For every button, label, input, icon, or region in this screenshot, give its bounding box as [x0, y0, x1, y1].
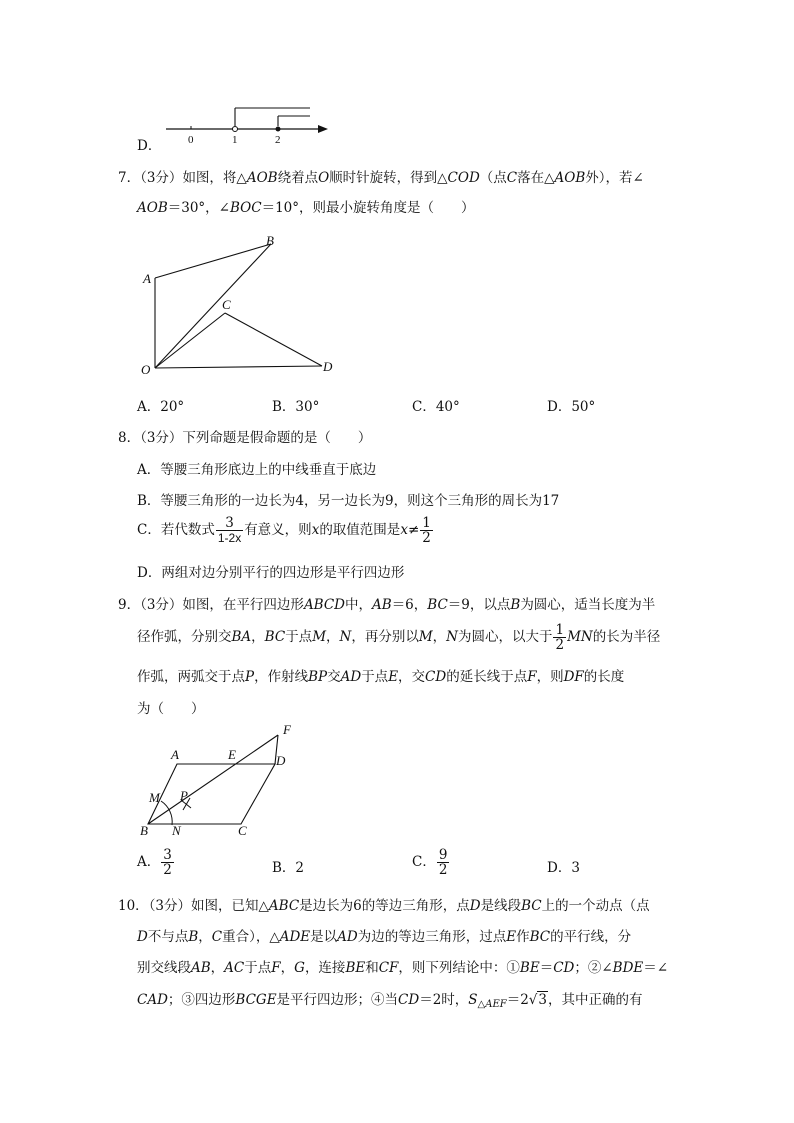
q10-line1	[118, 894, 650, 914]
frac-denominator: 2	[438, 862, 448, 878]
q9-math: N	[339, 629, 352, 645]
q9-option-b[interactable]: B．2	[272, 860, 305, 876]
q9-text: 于点	[361, 669, 389, 685]
q8-option-c[interactable]	[137, 516, 434, 545]
label-D: D	[276, 753, 286, 768]
q7-option-c[interactable]: C．40°	[412, 399, 460, 415]
q9-math: P	[245, 669, 255, 685]
segment-OD	[155, 366, 322, 368]
q9-text: ，交	[398, 669, 426, 685]
q10-text: ＝2	[506, 992, 529, 1008]
q10-line3	[137, 956, 668, 976]
q9-line4: 为（ ）	[137, 701, 205, 717]
area-symbol: S	[468, 992, 478, 1008]
number-line-arrow	[318, 125, 328, 133]
q8-stem	[118, 426, 371, 446]
q9-math: AB	[372, 597, 392, 613]
label-B: B	[140, 823, 148, 838]
q9-text: ，作射线	[254, 669, 309, 685]
frac-denominator: 2	[422, 530, 431, 546]
q10-math: AC	[224, 960, 245, 976]
q10-text: ，其中正确的有	[548, 992, 643, 1008]
q10-text: ，	[198, 929, 212, 945]
not-equal-sign: ≠	[407, 522, 420, 538]
label-O: O	[141, 362, 151, 377]
q10-text: 是边长为6的等边三角形，点	[299, 898, 470, 914]
arc-MN	[161, 801, 172, 825]
label-P: P	[180, 788, 188, 803]
q9-text: 的延长线于点	[446, 669, 528, 685]
q8-option-d[interactable]: D．两组对边分别平行的四边形是平行四边形	[137, 565, 405, 581]
q10-number: 10．	[118, 898, 149, 914]
q9-text: 交	[327, 669, 341, 685]
q10-text: 为边的等边三角形，过点	[357, 929, 507, 945]
q9-math: BP	[308, 669, 328, 685]
q10-text: （3分）如图，已知△	[148, 898, 269, 914]
fraction-9-over-2	[437, 848, 450, 877]
q10-line4	[137, 988, 643, 1010]
q8c-text: 有意义，则	[244, 522, 312, 538]
open-circle-1	[233, 127, 238, 132]
q9-text: 径作弧，分别交	[137, 629, 232, 645]
q10-math: ADE	[279, 929, 311, 945]
q10-text: 上的一个动点（点	[541, 898, 650, 914]
q9-math: M	[312, 629, 327, 645]
q10-math: E	[506, 929, 517, 945]
q9-text: 的长为半径	[592, 629, 661, 645]
q9-math: AD	[340, 669, 362, 685]
q10-math: AB	[191, 960, 211, 976]
q10-text: 不与点	[147, 929, 189, 945]
q10-math: BC	[521, 898, 542, 914]
q10-line2	[137, 925, 631, 945]
q9-option-d[interactable]: D．3	[547, 860, 580, 876]
q10-text: 是线段	[480, 898, 522, 914]
label-E: E	[228, 747, 236, 762]
q7-line2	[137, 196, 475, 216]
q7-text: （点	[479, 170, 507, 186]
label-B: B	[266, 233, 274, 248]
number-line-figure	[160, 100, 340, 150]
q9-text: 作弧，两弧交于点	[137, 669, 245, 685]
option-label: C．	[412, 854, 436, 870]
q7-text: 落在△	[517, 170, 555, 186]
q7-option-b[interactable]: B．30°	[272, 399, 320, 415]
q10-text: ，则下列结论中：①	[398, 960, 520, 976]
label-C: C	[238, 823, 247, 838]
fraction-1-over-2	[553, 623, 566, 652]
q10-math: CF	[378, 960, 399, 976]
frac-denominator: 2	[555, 637, 565, 653]
q9-text: ＝9，以点	[447, 597, 511, 613]
q9-math: M	[418, 629, 433, 645]
q10-text: ＝2时，	[419, 992, 469, 1008]
q9-figure	[135, 722, 305, 842]
q10-math: BDE	[612, 960, 644, 976]
segment-AB	[155, 244, 271, 278]
q10-math: BE	[519, 960, 540, 976]
q9-text: 于点	[285, 629, 313, 645]
q10-text: 是以	[310, 929, 338, 945]
q8c-math: x	[311, 522, 320, 538]
q7-text: 如图，将△	[182, 170, 247, 186]
label-C: C	[222, 297, 231, 312]
frac-denominator: 1-2x	[217, 531, 242, 545]
frac-numerator: 9	[438, 847, 448, 863]
q10-text: 是平行四边形；④当	[276, 992, 399, 1008]
q7-text: ＝10°，则最小旋转角度是（ ）	[261, 200, 475, 216]
q9-text: ，	[326, 629, 340, 645]
filled-circle-2	[276, 127, 281, 132]
label-A: A	[143, 271, 151, 286]
fraction-3-over-2	[161, 848, 174, 877]
q10-text: 重合），△	[222, 929, 280, 945]
q10-math: C	[211, 929, 223, 945]
sqrt-sign: √	[528, 992, 538, 1008]
q9-math: N	[446, 629, 458, 645]
q10-math: ABC	[268, 898, 300, 914]
q8c-text: 的取值范围是	[319, 522, 401, 538]
q9-text: 为圆心，以大于	[457, 629, 553, 645]
q10-text: ，连接	[304, 960, 346, 976]
sqrt-radicand: 3	[538, 992, 547, 1008]
q10-math: D	[469, 898, 481, 914]
q10-text: ，	[210, 960, 225, 976]
q7-text: 顺时针旋转，得到△	[329, 170, 448, 186]
axis-label-1: 1	[232, 134, 238, 146]
q9-math: F	[527, 669, 537, 685]
q7-text: 绕着点	[277, 170, 319, 186]
q7-math: AOB	[137, 200, 168, 216]
q9-line3	[137, 665, 624, 685]
q7-option-d[interactable]: D．50°	[547, 399, 596, 415]
q9-math: CD	[425, 669, 447, 685]
label-D: D	[323, 359, 333, 374]
q7-math: C	[506, 170, 518, 186]
q9-math: BC	[427, 597, 448, 613]
q10-math: AD	[337, 929, 358, 945]
segment-OB	[155, 244, 271, 368]
frac-numerator: 1	[422, 515, 431, 531]
q9-text: ＝6，	[391, 597, 428, 613]
parallelogram-ABCD	[148, 764, 275, 824]
segment-CD	[225, 313, 322, 366]
q9-text: ，	[251, 629, 265, 645]
q9-text: 中，	[345, 597, 373, 613]
q9-line2	[137, 623, 660, 652]
q10-text: ＝	[539, 960, 554, 976]
q6-option-d-label[interactable]: D．	[137, 138, 162, 154]
q9-math: MN	[567, 629, 593, 645]
q9-math: DF	[563, 669, 584, 685]
area-subscript: △AEF	[477, 999, 507, 1010]
q10-math: CD	[398, 992, 420, 1008]
q7-number: 7．	[118, 170, 141, 186]
q7-math: AOB	[554, 170, 586, 186]
q10-text: ＝∠	[643, 960, 669, 976]
q10-math: D	[137, 929, 148, 945]
frac-denominator: 2	[163, 862, 172, 878]
q7-math: BOC	[230, 200, 262, 216]
q9-text: ，则	[536, 669, 564, 685]
q7-text: 外），若∠	[585, 170, 644, 186]
q10-math: BC	[529, 929, 551, 945]
q10-math: CD	[553, 960, 575, 976]
axis-label-2: 2	[275, 134, 281, 146]
q9-math: E	[388, 669, 399, 685]
q10-text: 作	[516, 929, 530, 945]
q10-math: B	[188, 929, 199, 945]
q7-figure	[135, 230, 345, 380]
q10-text: 和	[365, 960, 379, 976]
frac-numerator: 1	[555, 622, 565, 638]
q10-math: BCGE	[235, 992, 277, 1008]
q10-math: CAD	[137, 992, 168, 1008]
q9-math: ABCD	[303, 597, 346, 613]
q10-text: 的平行线，分	[550, 929, 632, 945]
q8c-text: C．若代数式	[137, 522, 215, 538]
q7-math: AOB	[246, 170, 278, 186]
frac-numerator: 3	[216, 516, 243, 531]
q8c-math: x	[400, 522, 408, 538]
q7-math: COD	[447, 170, 480, 186]
q9-math: BA	[231, 629, 252, 645]
segment-OC	[155, 313, 225, 368]
option-label: A．	[137, 854, 161, 870]
q9-text: 的长度	[583, 669, 625, 685]
frac-numerator: 3	[163, 847, 172, 863]
label-A: A	[171, 747, 179, 762]
label-N: N	[172, 823, 181, 838]
ray-BP	[148, 735, 278, 824]
q10-text: 于点	[244, 960, 272, 976]
q10-text: ；②∠	[574, 960, 613, 976]
q10-text: ，	[280, 960, 295, 976]
q9-number: 9．	[118, 597, 141, 613]
axis-label-0: 0	[188, 134, 194, 146]
label-M: M	[149, 790, 160, 805]
q9-math: BC	[264, 629, 286, 645]
q9-option-a[interactable]	[137, 848, 175, 877]
fraction-1-over-2	[420, 516, 433, 545]
q9-line1	[118, 593, 655, 613]
q9-text: ，	[432, 629, 447, 645]
q9-math: B	[510, 597, 521, 613]
q10-math: BE	[345, 960, 366, 976]
q8-number: 8．	[118, 430, 141, 446]
q9-text: 为圆心，适当长度为半	[520, 597, 656, 613]
q10-text: 别交线段	[137, 960, 191, 976]
q7-score: （3分）	[140, 170, 183, 186]
fraction-3-over-1-2x	[216, 516, 243, 545]
q10-math: G	[294, 960, 305, 976]
q7-line1	[118, 166, 644, 186]
q8-stem-text: （3分）下列命题是假命题的是（ ）	[140, 430, 372, 446]
q8-option-b[interactable]: B．等腰三角形的一边长为4，另一边长为9，则这个三角形的周长为17	[137, 493, 560, 509]
q9-option-c[interactable]	[412, 848, 450, 877]
q10-text: ；③四边形	[167, 992, 236, 1008]
q9-text: ，再分别以	[351, 629, 419, 645]
q10-math: F	[271, 960, 281, 976]
q7-option-a[interactable]: A．20°	[137, 399, 185, 415]
q7-math: O	[318, 170, 330, 186]
q7-text: ＝30°，∠	[167, 200, 230, 216]
q8-option-a[interactable]: A．等腰三角形底边上的中线垂直于底边	[137, 462, 377, 478]
label-F: F	[283, 722, 291, 737]
q9-text: （3分）如图，在平行四边形	[140, 597, 304, 613]
